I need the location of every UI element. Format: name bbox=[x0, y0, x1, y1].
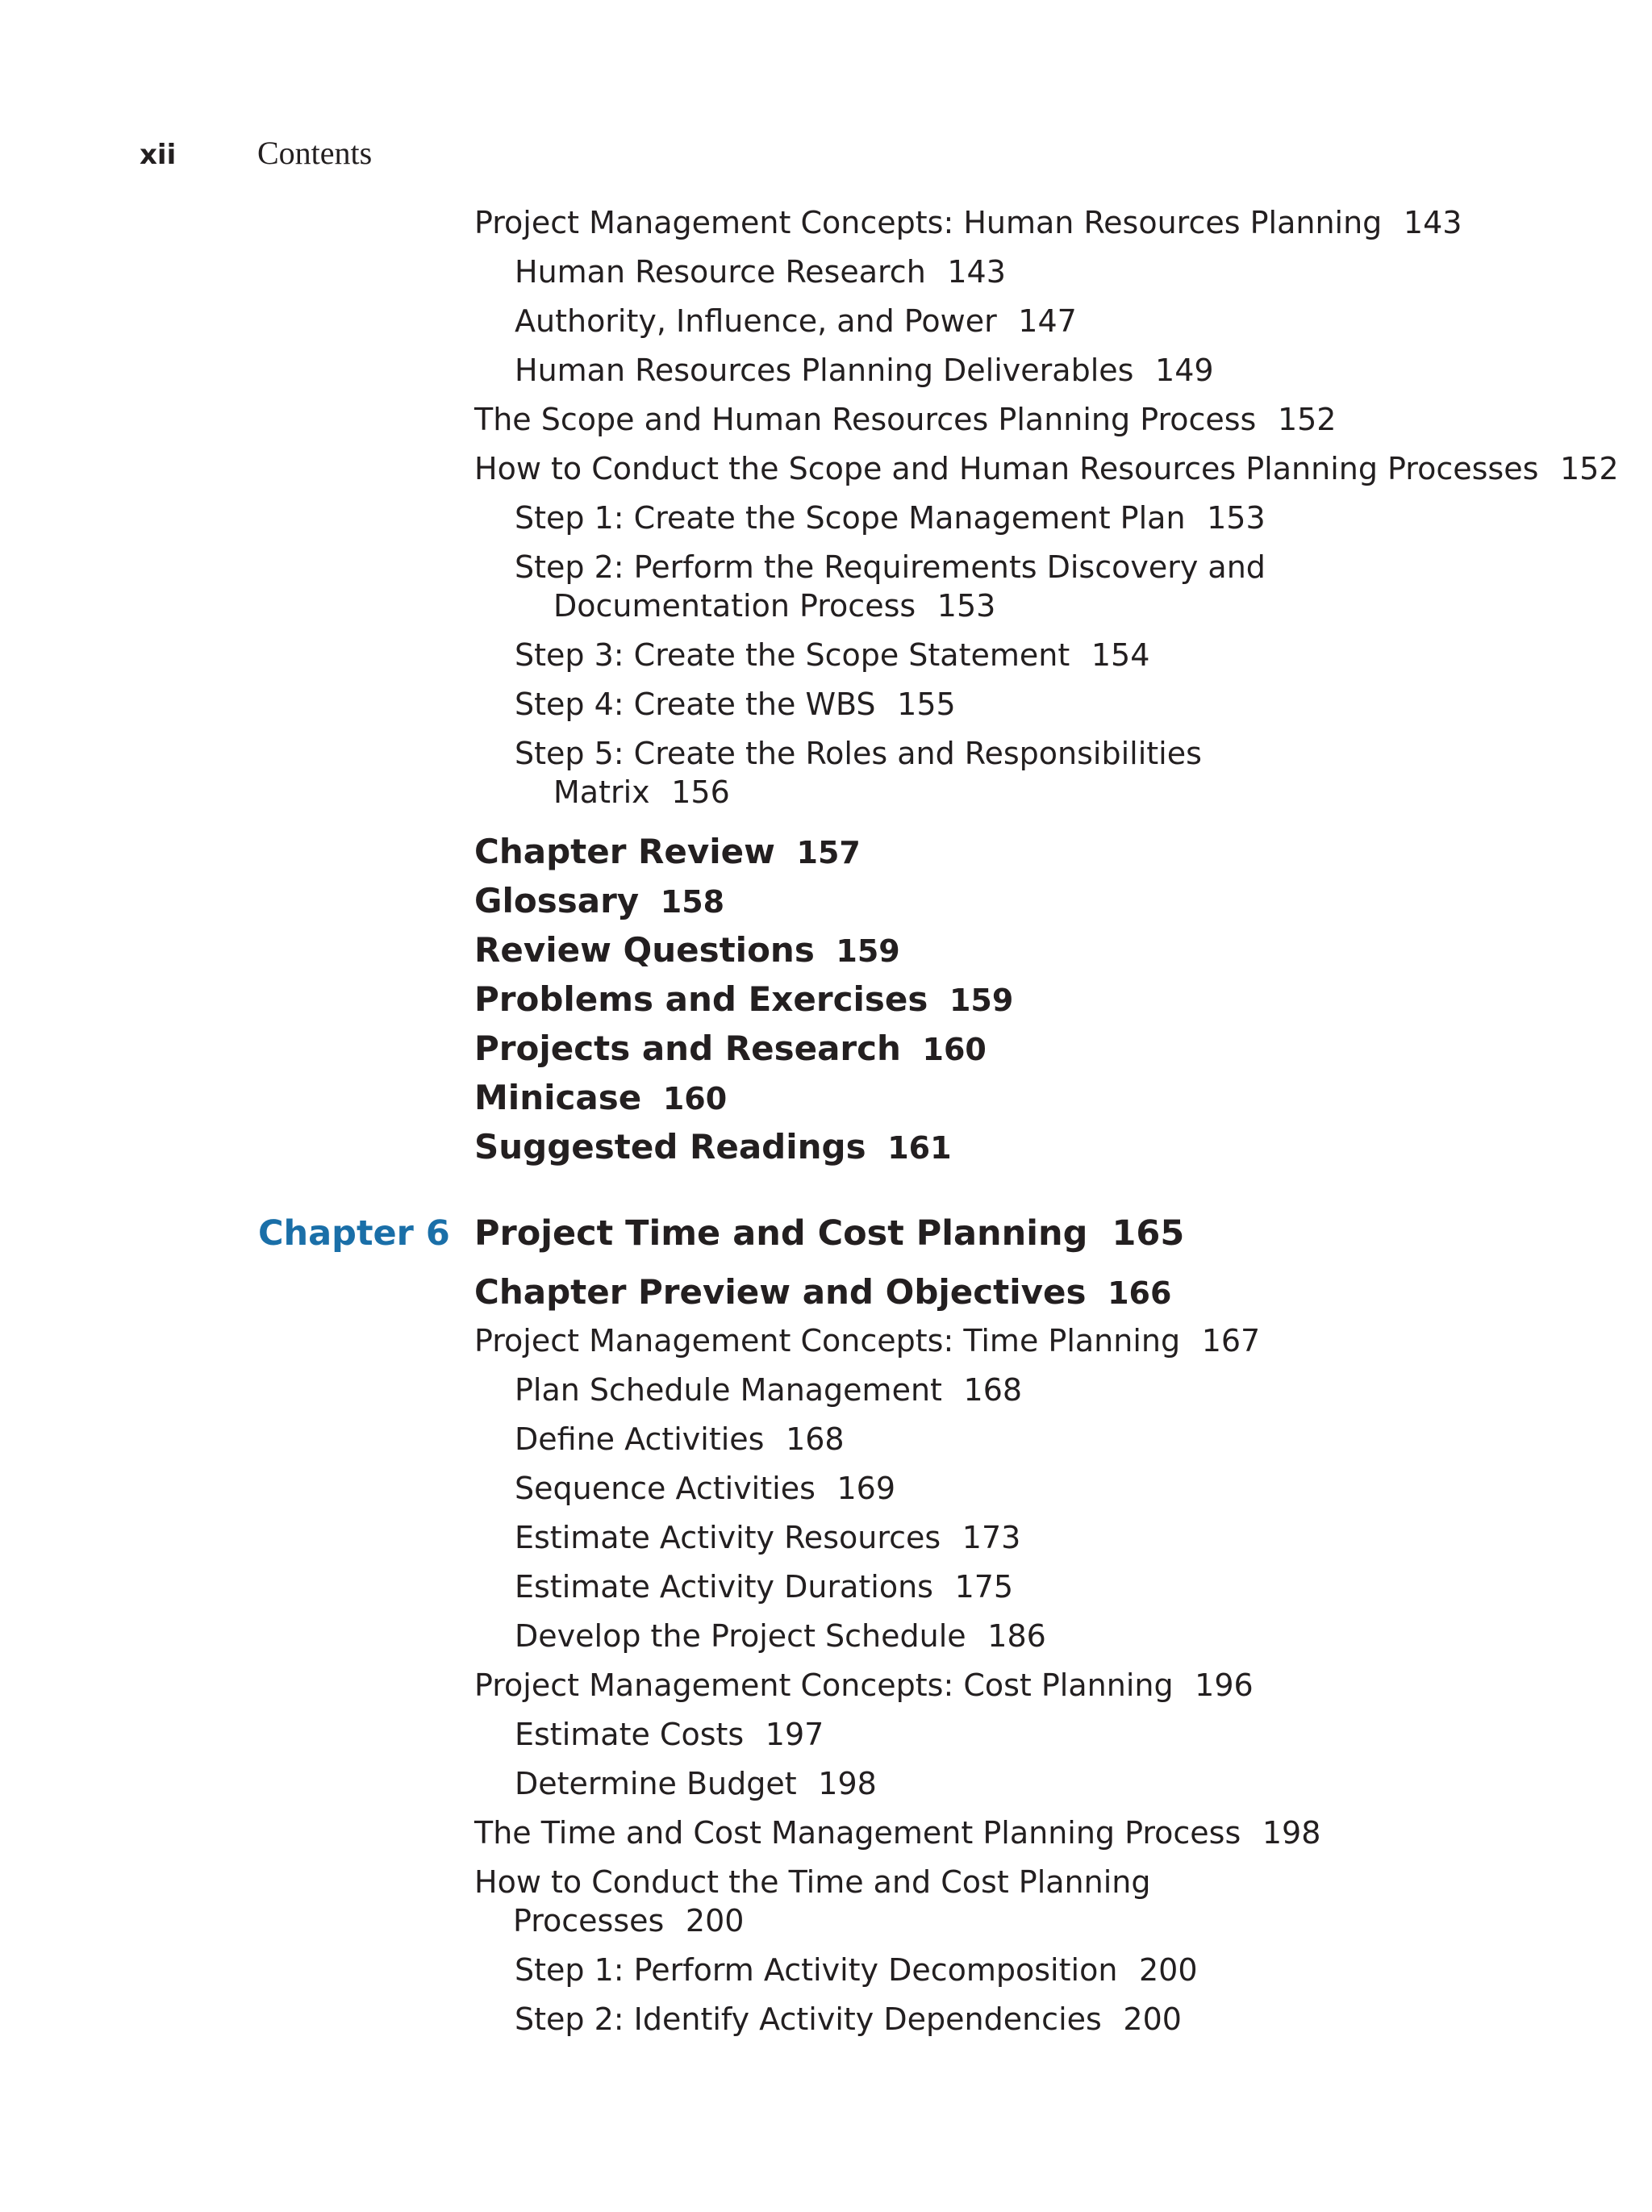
toc-entry-page: 173 bbox=[962, 1520, 1021, 1555]
toc-entry-title: The Time and Cost Management Planning Process bbox=[474, 1815, 1241, 1851]
toc-entry-page: 186 bbox=[987, 1618, 1046, 1654]
toc-section-title: Chapter Review bbox=[474, 832, 775, 871]
toc-section-page: 160 bbox=[922, 1032, 987, 1067]
toc-entry[interactable] bbox=[474, 1715, 1604, 1764]
toc-entry-title: Step 3: Create the Scope Statement bbox=[515, 637, 1070, 673]
toc-entry-page: 197 bbox=[765, 1717, 824, 1752]
toc-entry-page: 147 bbox=[1018, 303, 1077, 339]
toc-entry[interactable] bbox=[474, 636, 1604, 685]
toc-block-chapter-preview bbox=[474, 1271, 1604, 1321]
toc-entry-title: Authority, Influence, and Power bbox=[515, 303, 997, 339]
toc-entry-title: Step 5: Create the Roles and Responsibilities bbox=[515, 736, 1202, 771]
toc-entry[interactable] bbox=[474, 1617, 1604, 1666]
toc-entry[interactable] bbox=[474, 351, 1604, 400]
toc-entry-title: The Scope and Human Resources Planning Process bbox=[474, 402, 1257, 437]
toc-entry-title: Human Resources Planning Deliverables bbox=[515, 353, 1134, 388]
toc-entry[interactable] bbox=[474, 253, 1604, 302]
toc-entry-title: Estimate Activity Resources bbox=[515, 1520, 941, 1555]
toc-entry[interactable] bbox=[474, 1666, 1604, 1715]
toc-entry-page: 169 bbox=[836, 1471, 895, 1506]
toc-entry[interactable] bbox=[474, 1469, 1604, 1518]
toc-entry[interactable] bbox=[474, 1420, 1604, 1469]
toc-entry-page: 200 bbox=[1139, 1952, 1198, 1988]
page-folio: xii bbox=[140, 139, 177, 171]
toc-entry-page: 155 bbox=[897, 687, 956, 722]
toc-section-title: Suggested Readings bbox=[474, 1127, 866, 1167]
toc-section[interactable] bbox=[474, 929, 1604, 979]
toc-section[interactable] bbox=[474, 1271, 1604, 1321]
toc-section[interactable] bbox=[474, 1077, 1604, 1126]
toc-entry-page: 200 bbox=[1123, 2001, 1182, 2037]
toc-entry[interactable] bbox=[474, 1813, 1604, 1863]
toc-entry-page: 153 bbox=[937, 588, 996, 624]
toc-entry[interactable] bbox=[474, 1863, 1604, 1951]
toc-section-title: Chapter Preview and Objectives bbox=[474, 1272, 1087, 1312]
toc-section[interactable] bbox=[474, 1126, 1604, 1175]
toc-entry[interactable] bbox=[474, 548, 1604, 636]
toc-entry-page: 167 bbox=[1201, 1323, 1261, 1359]
toc-entry[interactable] bbox=[474, 1951, 1604, 2000]
toc-entry-title: Step 1: Create the Scope Management Plan bbox=[515, 500, 1186, 536]
toc-entry-title: Determine Budget bbox=[515, 1766, 797, 1801]
chapter-page: 165 bbox=[1112, 1213, 1185, 1254]
toc-entry-page: 143 bbox=[947, 254, 1006, 290]
toc-entry-title: Step 2: Identify Activity Dependencies bbox=[515, 2001, 1102, 2037]
toc-entry-page: 198 bbox=[818, 1766, 877, 1801]
toc-entry[interactable] bbox=[474, 1764, 1604, 1813]
toc-section-page: 160 bbox=[662, 1081, 728, 1116]
toc-section[interactable] bbox=[474, 979, 1604, 1028]
running-title: Contents bbox=[257, 135, 373, 171]
toc-section-title: Minicase bbox=[474, 1078, 642, 1117]
toc-entry-page: 198 bbox=[1262, 1815, 1321, 1851]
toc-entry[interactable] bbox=[474, 1321, 1604, 1371]
toc-entry-page: 200 bbox=[685, 1903, 745, 1939]
toc-section-title: Review Questions bbox=[474, 930, 815, 970]
toc-section-title: Projects and Research bbox=[474, 1029, 901, 1068]
toc-entry[interactable] bbox=[474, 1518, 1604, 1567]
toc-entry-page: 156 bbox=[671, 774, 730, 810]
toc-entry-title: How to Conduct the Time and Cost Planning bbox=[474, 1864, 1151, 1900]
toc-block-chapter5 bbox=[474, 203, 1619, 822]
toc-entry-title: Develop the Project Schedule bbox=[515, 1618, 966, 1654]
toc-entry-page: 152 bbox=[1559, 451, 1619, 486]
toc-section-title: Glossary bbox=[474, 881, 640, 920]
toc-entry-page: 168 bbox=[786, 1421, 845, 1457]
toc-entry-title-continued: Documentation Process bbox=[553, 588, 916, 624]
toc-section-title: Problems and Exercises bbox=[474, 979, 928, 1019]
toc-entry[interactable] bbox=[474, 449, 1619, 499]
toc-entry[interactable] bbox=[474, 1371, 1604, 1420]
toc-entry-title-continued: Matrix bbox=[553, 774, 650, 810]
toc-section-page: 158 bbox=[660, 884, 725, 920]
toc-section[interactable] bbox=[474, 831, 1604, 880]
toc-entry-title: Human Resource Research bbox=[515, 254, 926, 290]
toc-entry-page: 196 bbox=[1195, 1667, 1254, 1703]
toc-entry[interactable] bbox=[474, 302, 1604, 351]
toc-section-page: 166 bbox=[1108, 1275, 1172, 1311]
toc-entry-title: Sequence Activities bbox=[515, 1471, 816, 1506]
toc-section-page: 161 bbox=[887, 1130, 952, 1166]
chapter-label: Chapter 6 bbox=[258, 1213, 450, 1254]
toc-entry-page: 143 bbox=[1403, 205, 1462, 240]
toc-entry-title: Project Management Concepts: Time Planning bbox=[474, 1323, 1181, 1359]
toc-entry-title: Plan Schedule Management bbox=[515, 1372, 942, 1408]
toc-entry-title: Step 2: Perform the Requirements Discovery and bbox=[515, 549, 1266, 585]
running-head bbox=[140, 134, 372, 174]
toc-entry-title: Project Management Concepts: Cost Planning bbox=[474, 1667, 1174, 1703]
toc-section[interactable] bbox=[474, 1028, 1604, 1077]
toc-section[interactable] bbox=[474, 880, 1604, 929]
toc-entry-page: 154 bbox=[1091, 637, 1150, 673]
toc-entry-title: Estimate Activity Durations bbox=[515, 1569, 933, 1605]
toc-entry-title-continued: Processes bbox=[513, 1903, 665, 1939]
toc-entry-title: Project Management Concepts: Human Resources Planning bbox=[474, 205, 1383, 240]
toc-entry-page: 152 bbox=[1277, 402, 1337, 437]
toc-entry[interactable] bbox=[474, 203, 1604, 253]
toc-entry[interactable] bbox=[474, 1567, 1604, 1617]
toc-entry-page: 153 bbox=[1207, 500, 1266, 536]
toc-entry[interactable] bbox=[474, 499, 1604, 548]
toc-entry-title: Step 4: Create the WBS bbox=[515, 687, 876, 722]
toc-entry[interactable] bbox=[474, 400, 1604, 449]
toc-entry-page: 168 bbox=[963, 1372, 1023, 1408]
toc-entry-title: How to Conduct the Scope and Human Resources Planning Processes bbox=[474, 451, 1539, 486]
toc-entry-title: Define Activities bbox=[515, 1421, 765, 1457]
chapter-title: Project Time and Cost Planning bbox=[474, 1213, 1088, 1254]
toc-entry[interactable] bbox=[474, 685, 1604, 734]
toc-entry-page: 175 bbox=[954, 1569, 1014, 1605]
toc-block-chapter6 bbox=[474, 1321, 1604, 2049]
toc-section-page: 159 bbox=[949, 983, 1014, 1018]
toc-entry-title: Estimate Costs bbox=[515, 1717, 745, 1752]
toc-section-page: 157 bbox=[796, 835, 861, 870]
toc-entry[interactable] bbox=[474, 2000, 1604, 2049]
toc-entry-title: Step 1: Perform Activity Decomposition bbox=[515, 1952, 1118, 1988]
toc-section-page: 159 bbox=[836, 933, 900, 969]
chapter-heading[interactable] bbox=[258, 1213, 1184, 1262]
toc-block-end-sections bbox=[474, 831, 1604, 1175]
toc-entry[interactable] bbox=[474, 734, 1604, 822]
toc-entry-page: 149 bbox=[1155, 353, 1214, 388]
